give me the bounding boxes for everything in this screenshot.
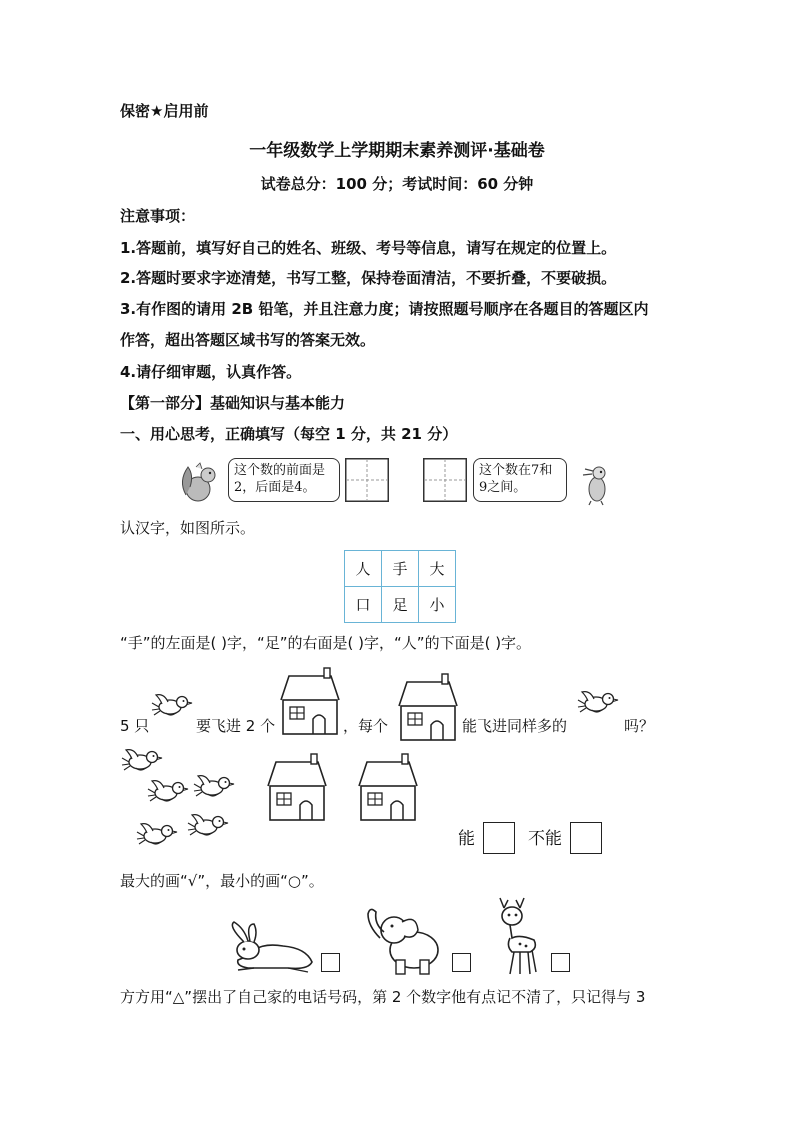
note-item: 4.请仔细审题，认真作答。 <box>120 363 302 381</box>
bubble-right-line2: 9之间。 <box>479 480 527 495</box>
notes-heading: 注意事项： <box>120 207 196 225</box>
bird-icon <box>148 779 192 807</box>
q3-text-e: 吗？ <box>624 717 655 735</box>
q5-text: 方方用“△”摆出了自己家的电话号码，第 2 个数字他有点记不清了，只记得与 3 <box>120 988 646 1006</box>
answer-grid-left[interactable] <box>345 458 389 502</box>
q3-text-d: 能飞进同样多的 <box>462 717 568 735</box>
note-item: 2.答题时要求字迹清楚，书写工整，保持卷面清洁，不要折叠，不要破损。 <box>120 269 617 287</box>
bubble-right-line1: 这个数在7和 <box>479 463 553 478</box>
option-yes-box[interactable] <box>483 822 515 854</box>
q4-instruction: 最大的画“√”，最小的画“○”。 <box>120 872 324 890</box>
elephant-answer-box[interactable] <box>452 953 471 972</box>
bird-icon <box>194 774 238 802</box>
option-yes-label: 能 <box>458 829 475 849</box>
bubble-left-line1: 这个数的前面是 <box>234 463 326 478</box>
option-no-box[interactable] <box>570 822 602 854</box>
character-grid <box>344 550 456 623</box>
speech-bubble-left <box>228 458 340 502</box>
confidential-label: 保密★启用前 <box>120 102 209 120</box>
section1-heading: 一、用心思考，正确填写（每空 1 分，共 21 分） <box>120 425 458 443</box>
house-icon <box>357 760 421 822</box>
rabbit-answer-box[interactable] <box>321 953 340 972</box>
answer-grid-right[interactable] <box>423 458 467 502</box>
grid-cell: 口 <box>345 587 382 623</box>
note-item: 作答，超出答题区域书写的答案无效。 <box>120 331 376 349</box>
bird-icon <box>578 690 622 718</box>
q2-question: “手”的左面是( )字，“足”的右面是( )字，“人”的下面是( )字。 <box>120 634 532 652</box>
bird-icon <box>137 822 181 850</box>
house-icon <box>266 760 330 822</box>
grid-cell: 足 <box>382 587 419 623</box>
deer-illustration <box>490 898 548 976</box>
bird-icon <box>152 693 196 721</box>
house-icon <box>397 680 461 742</box>
grid-cell: 手 <box>382 551 419 587</box>
exam-title: 一年级数学上学期期末素养测评·基础卷 <box>249 141 545 161</box>
grid-cell: 人 <box>345 551 382 587</box>
deer-answer-box[interactable] <box>551 953 570 972</box>
grid-cell: 大 <box>419 551 456 587</box>
bubble-left-line2: 2，后面是4。 <box>234 480 316 495</box>
bird-icon <box>122 748 166 776</box>
house-icon <box>279 674 343 736</box>
q3-text-b: 要飞进 2 个 <box>196 717 276 735</box>
elephant-illustration <box>368 904 446 976</box>
note-item: 1.答题前，填写好自己的姓名、班级、考号等信息，请写在规定的位置上。 <box>120 239 617 257</box>
q3-text-c: ，每个 <box>343 717 389 735</box>
speech-bubble-right <box>473 458 567 502</box>
part1-heading: 【第一部分】基础知识与基本能力 <box>120 394 346 412</box>
note-item: 3.有作图的请用 2B 铅笔，并且注意力度；请按照题号顺序在各题目的答题区内 <box>120 300 649 318</box>
squirrel-illustration <box>178 461 228 505</box>
grid-cell: 小 <box>419 587 456 623</box>
q2-intro: 认汉字，如图所示。 <box>120 519 256 537</box>
q3-text-a: 5 只 <box>120 717 150 735</box>
option-no-label: 不能 <box>528 829 562 849</box>
bird-character-illustration <box>577 461 617 505</box>
exam-info: 试卷总分：100 分；考试时间：60 分钟 <box>260 175 534 193</box>
bird-icon <box>188 813 232 841</box>
rabbit-illustration <box>228 920 314 972</box>
